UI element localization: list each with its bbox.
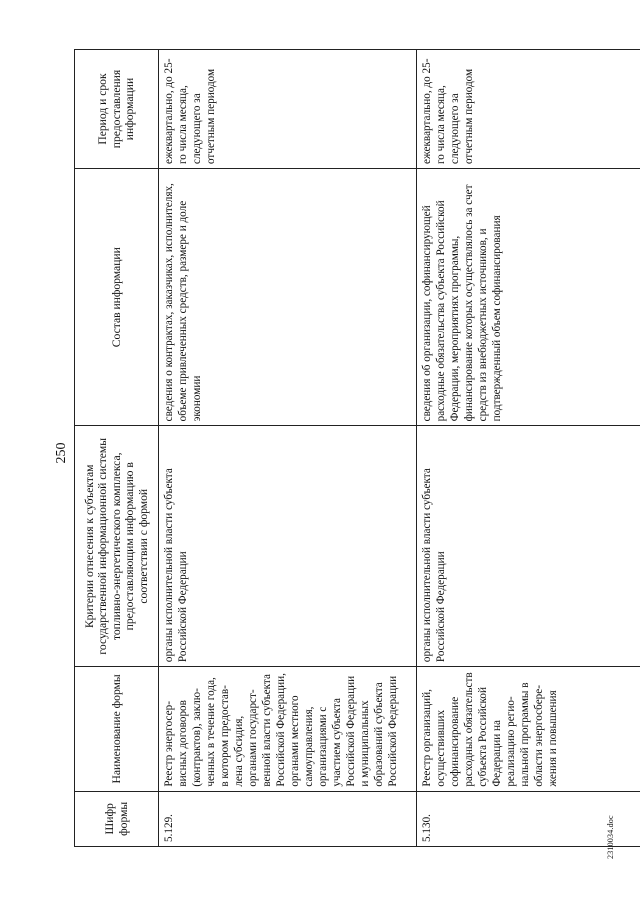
header-period: Период и срок предоставления информации: [75, 50, 159, 169]
table-header-row: [75, 50, 159, 847]
row-criteria: органы исполнительной власти субъекта Российской Федерации: [417, 426, 640, 667]
header-code: Шифр формы: [75, 791, 159, 846]
table-row: [417, 50, 640, 847]
row-criteria: органы исполнительной власти субъекта Российской Федерации: [159, 426, 417, 667]
row-composition: сведения о контрактах, заказчиках, исполнителях, объеме привлеченных средств, размере и доле экономии: [159, 169, 417, 426]
header-criteria: Критерии отнесения к субъектам государственной информационной системы топливно-энергетического комплекса, предоставляющим информацию в соответствии с формой: [75, 426, 159, 667]
row-code: 5.130.: [417, 791, 640, 846]
header-composition: Состав информации: [75, 169, 159, 426]
forms-table: [74, 49, 640, 847]
row-form-name: Реестр энергосер-висных договоров (контрактов), заклю-ченных в течение года, в котором предостав-лена субсидия, органами государст-венной власти субъекта Российской Федерации, органами местного самоуправления, организациями с участием субъекта Российской Федерации и муниципальных образований субъекта Российской Федерации: [159, 667, 417, 792]
document-footer: 2310034.doc: [606, 815, 615, 859]
table-row: [159, 50, 417, 847]
row-period: ежеквартально, до 25-го числа месяца, следующего за отчетным периодом: [417, 50, 640, 169]
row-form-name: Реестр организаций, осуществивших софинансирование расходных обязательств субъекта Российской Федерации на реализацию регио-нальной программы в области энергосбере-жения и повышения: [417, 667, 640, 792]
row-period: ежеквартально, до 25-го числа месяца, следующего за отчетным периодом: [159, 50, 417, 169]
page-number: 250: [54, 442, 69, 464]
row-composition: сведения об организации, софинансирующей расходные обязательства субъекта Российской Федерации, мероприятиях программы, финансирование которых осуществлялось за счет средств из внебюджетных источников, и подтвержденный объем софинансирования: [417, 169, 640, 426]
header-name: Наименование формы: [75, 667, 159, 792]
row-code: 5.129.: [159, 791, 417, 846]
